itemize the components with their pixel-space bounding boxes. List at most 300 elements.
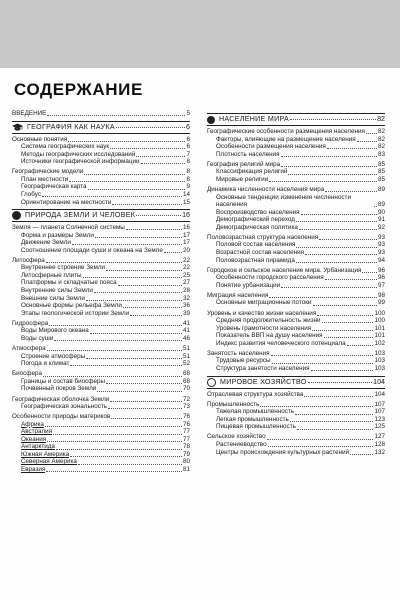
toc-entry bbox=[12, 458, 190, 466]
toc-page-number: 41 bbox=[182, 327, 190, 335]
dot-leader bbox=[374, 206, 377, 207]
toc-entry bbox=[207, 408, 385, 416]
toc-entry bbox=[207, 340, 385, 348]
dot-leader bbox=[97, 391, 182, 392]
top-band bbox=[0, 0, 400, 68]
toc-entry-title: Миграция населения bbox=[207, 291, 269, 299]
toc-section-heading bbox=[207, 113, 385, 126]
dot-leader bbox=[106, 383, 182, 384]
toc-entry-title: ГЕОГРАФИЯ КАК НАУКА bbox=[27, 122, 115, 131]
toc-entry bbox=[12, 143, 190, 151]
toc-entry bbox=[12, 302, 190, 310]
toc-entry bbox=[207, 310, 385, 318]
toc-entry-title: Уровень грамотности населения bbox=[216, 324, 312, 332]
toc-entry-title: Движение Земли bbox=[21, 239, 71, 247]
dot-leader bbox=[42, 196, 182, 197]
toc-entry-title: Возрастной состав населения bbox=[216, 248, 305, 256]
toc-entry-title: Классификация религий bbox=[216, 168, 288, 176]
toc-entry-title: Факторы, влияющие на размещение населения bbox=[216, 135, 356, 143]
dot-leader bbox=[269, 181, 377, 182]
toc-page-number: 103 bbox=[374, 357, 385, 365]
toc-entry bbox=[12, 335, 190, 343]
toc-page-number: 96 bbox=[377, 266, 385, 274]
dot-leader bbox=[46, 471, 182, 472]
toc-page-number: 14 bbox=[182, 190, 190, 198]
toc-page-number: 51 bbox=[182, 345, 190, 353]
toc-entry-title: Средняя продолжительность жизни bbox=[216, 317, 321, 325]
toc-page-number: 32 bbox=[182, 294, 190, 302]
toc-page-number: 22 bbox=[182, 256, 190, 264]
toc-entry-title: Атмосфера bbox=[12, 345, 46, 353]
toc-entry bbox=[207, 449, 385, 457]
toc-section-heading bbox=[12, 121, 190, 134]
toc-entry-title: Глобус bbox=[21, 190, 41, 198]
toc-page-number: 103 bbox=[374, 365, 385, 373]
dot-leader bbox=[366, 133, 377, 134]
dot-leader bbox=[325, 279, 377, 280]
toc-page-number: 93 bbox=[377, 233, 385, 241]
toc-entry-title: Легкая промышленность bbox=[216, 415, 289, 423]
toc-page-number: 7 bbox=[186, 150, 190, 158]
toc-entry bbox=[207, 433, 385, 441]
toc-page-number: 6 bbox=[186, 122, 190, 131]
toc-page-number: 107 bbox=[374, 400, 385, 408]
toc-entry bbox=[12, 466, 190, 474]
graduation-cap-icon bbox=[12, 123, 23, 132]
toc-entry-title: Географическая зональность bbox=[21, 403, 108, 411]
toc-entry-title: Демографический переход bbox=[216, 216, 295, 224]
toc-entry-title: Соотношение площади суши и океана на Земле bbox=[21, 246, 163, 254]
dot-leader bbox=[118, 285, 182, 286]
toc-entry bbox=[207, 350, 385, 358]
dot-leader bbox=[288, 174, 377, 175]
toc-entry-title: Литосфера bbox=[12, 256, 45, 264]
toc-entry bbox=[207, 282, 385, 290]
toc-page-number: 101 bbox=[374, 324, 385, 332]
dot-leader bbox=[319, 239, 377, 240]
toc-entry-title: Воды суши bbox=[21, 334, 54, 342]
toc-page-number: 92 bbox=[377, 223, 385, 231]
toc-page-number: 104 bbox=[373, 377, 385, 386]
toc-entry bbox=[207, 317, 385, 325]
toc-page-number: 125 bbox=[374, 423, 385, 431]
dot-leader bbox=[90, 333, 182, 334]
toc-entry bbox=[12, 168, 190, 176]
toc-entry bbox=[207, 143, 385, 151]
toc-entry bbox=[207, 299, 385, 307]
dot-leader bbox=[95, 237, 182, 238]
toc-entry-title: Основные миграционные потоки bbox=[216, 299, 312, 307]
toc-page-number: 76 bbox=[182, 420, 190, 428]
toc-entry bbox=[207, 441, 385, 449]
toc-entry-title: Индекс развития человеческого потенциала bbox=[216, 339, 346, 347]
toc-entry-title: Евразия bbox=[21, 466, 46, 474]
dot-leader bbox=[268, 446, 374, 447]
dot-leader bbox=[267, 439, 374, 440]
toc-page-number: 68 bbox=[182, 370, 190, 378]
toc-page-number: 103 bbox=[374, 349, 385, 357]
toc-entry-title: Тяжелая промышленность bbox=[216, 408, 295, 416]
toc-page-number: 36 bbox=[182, 302, 190, 310]
dot-leader bbox=[322, 322, 374, 323]
toc-entry-title: Основные формы рельефа Земли bbox=[21, 302, 122, 310]
toc-entry bbox=[207, 292, 385, 300]
toc-page-number: 97 bbox=[377, 281, 385, 289]
toc-entry bbox=[207, 249, 385, 257]
dot-leader bbox=[46, 262, 182, 263]
toc-entry-title: Австралия bbox=[21, 428, 53, 436]
toc-page-number: 52 bbox=[182, 360, 190, 368]
toc-entry bbox=[12, 247, 190, 255]
dot-leader bbox=[317, 315, 373, 316]
toc-entry-title: Границы и состав биосферы bbox=[21, 377, 105, 385]
toc-entry-title: Географические особенности размещения населения bbox=[207, 128, 365, 135]
toc-page-number: 107 bbox=[374, 408, 385, 416]
toc-page-number: 79 bbox=[182, 450, 190, 458]
toc-entry-title: Мировые религии bbox=[216, 175, 269, 183]
dot-leader bbox=[281, 287, 377, 288]
toc-entry-title: Почвенный покров Земли bbox=[21, 385, 97, 393]
toc-entry bbox=[12, 151, 190, 159]
dot-leader bbox=[281, 156, 377, 157]
toc-entry-title: Биосфера bbox=[12, 370, 42, 378]
toc-entry bbox=[12, 396, 190, 404]
toc-entry bbox=[12, 257, 190, 265]
toc-entry-title: Особенности природы материков bbox=[12, 413, 111, 421]
toc-entry bbox=[207, 267, 385, 275]
filled-circle-icon bbox=[207, 116, 215, 124]
toc-entry-title: Внутренние силы Земли bbox=[21, 287, 93, 295]
toc-entry bbox=[207, 168, 385, 176]
toc-entry-title: Половозрастная структура населения bbox=[207, 233, 319, 241]
toc-page-number: 100 bbox=[374, 317, 385, 325]
toc-section-heading bbox=[12, 209, 190, 222]
dot-leader bbox=[94, 292, 182, 293]
toc-page-number: 73 bbox=[182, 403, 190, 411]
dot-leader bbox=[47, 441, 182, 442]
toc-page-number: 5 bbox=[186, 110, 190, 117]
toc-page-number: 6 bbox=[186, 143, 190, 151]
toc-entry bbox=[207, 209, 385, 217]
toc-entry-title: Особенности размещения населения bbox=[216, 143, 326, 151]
dot-leader bbox=[110, 401, 182, 402]
dot-leader bbox=[86, 358, 182, 359]
dot-leader bbox=[260, 406, 373, 407]
toc-entry bbox=[12, 385, 190, 393]
toc-entry-title: Уровень и качество жизни населения bbox=[207, 309, 317, 317]
toc-page-number: 72 bbox=[182, 395, 190, 403]
toc-entry bbox=[207, 128, 385, 136]
toc-entry bbox=[207, 186, 385, 194]
toc-page-number: 70 bbox=[182, 385, 190, 393]
toc-entry-title: Северная Америка bbox=[21, 458, 77, 466]
toc-entry bbox=[12, 295, 190, 303]
toc-entry-title: ВВЕДЕНИЕ bbox=[12, 110, 47, 117]
dot-leader bbox=[295, 414, 373, 415]
toc-entry-title: Растениеводство bbox=[216, 441, 267, 449]
toc-entry bbox=[207, 401, 385, 409]
toc-page-number: 104 bbox=[374, 390, 385, 398]
toc-page-number: 90 bbox=[377, 208, 385, 216]
dot-leader bbox=[123, 307, 182, 308]
toc-entry bbox=[207, 274, 385, 282]
dot-leader bbox=[69, 181, 185, 182]
toc-entry-title: Пищевая промышленность bbox=[216, 423, 296, 431]
toc-entry-title: Земля — планета Солнечной системы bbox=[12, 224, 125, 232]
toc-page-number: 94 bbox=[377, 256, 385, 264]
toc-entry bbox=[12, 287, 190, 295]
toc-entry-title: Южная Америка bbox=[21, 450, 70, 458]
dot-leader bbox=[45, 426, 182, 427]
toc-page-number: 99 bbox=[377, 299, 385, 307]
toc-entry-title: Понятие урбанизации bbox=[216, 281, 281, 289]
toc-entry bbox=[12, 176, 190, 184]
toc-page-number: 98 bbox=[377, 291, 385, 299]
dot-leader bbox=[116, 127, 185, 128]
toc-page-number: 123 bbox=[374, 415, 385, 423]
dot-leader bbox=[327, 148, 377, 149]
toc-entry-title: Ориентирование на местности bbox=[21, 198, 112, 206]
toc-entry bbox=[12, 158, 190, 166]
toc-entry bbox=[12, 320, 190, 328]
toc-entry bbox=[12, 239, 190, 247]
dot-leader bbox=[126, 229, 182, 230]
toc-page-number: 132 bbox=[374, 448, 385, 456]
toc-page-number: 77 bbox=[182, 435, 190, 443]
toc-section-title bbox=[12, 210, 135, 221]
toc-entry bbox=[207, 416, 385, 424]
toc-page-number: 81 bbox=[182, 466, 190, 474]
dot-leader bbox=[269, 297, 377, 298]
toc-section-heading bbox=[207, 376, 385, 389]
toc-entry-title: Трудовые ресурсы bbox=[216, 357, 271, 365]
toc-entry bbox=[12, 136, 190, 144]
toc-entry-title: Особенности городского расселения bbox=[216, 274, 324, 282]
toc-page-number: 46 bbox=[182, 334, 190, 342]
dot-leader bbox=[299, 229, 377, 230]
toc-page-number: 128 bbox=[374, 441, 385, 449]
toc-entry bbox=[12, 110, 190, 118]
toc-page-number: 82 bbox=[377, 115, 385, 123]
dot-leader bbox=[88, 189, 186, 190]
dot-leader bbox=[78, 464, 182, 465]
toc-entry bbox=[12, 191, 190, 199]
dot-leader bbox=[70, 456, 182, 457]
toc-entry bbox=[12, 370, 190, 378]
toc-entry-title: Внешние силы Земли bbox=[21, 294, 85, 302]
dot-leader bbox=[281, 166, 377, 167]
toc-entry-title: Методы географических исследований bbox=[21, 150, 136, 158]
toc-entry-title: Центры происхождения культурных растений bbox=[216, 448, 350, 456]
toc-entry-title: Показатель ВВП на душу населения bbox=[216, 332, 323, 340]
toc-entry-title: Сельское хозяйство bbox=[207, 433, 266, 441]
dot-leader bbox=[297, 429, 374, 430]
toc-entry-title: Африка bbox=[21, 420, 44, 428]
toc-entry-title: Географическая оболочка Земли bbox=[12, 395, 110, 403]
page-title: СОДЕРЖАНИЕ bbox=[14, 80, 143, 99]
dot-leader bbox=[68, 141, 185, 142]
toc-entry-title: Воды Мирового океана bbox=[21, 327, 89, 335]
toc-page-number: 102 bbox=[374, 339, 385, 347]
toc-entry-title: МИРОВОЕ ХОЗЯЙСТВО bbox=[220, 377, 307, 386]
toc-entry bbox=[207, 224, 385, 232]
toc-entry-title: ПРИРОДА ЗЕМЛИ И ЧЕЛОВЕК bbox=[25, 211, 136, 220]
dot-leader bbox=[83, 277, 182, 278]
dot-leader bbox=[111, 418, 182, 419]
toc-page-number: 8 bbox=[186, 175, 190, 183]
toc-entry-title: Источники географической информации bbox=[21, 158, 140, 166]
toc-page-number: 68 bbox=[182, 377, 190, 385]
toc-page-number: 85 bbox=[377, 175, 385, 183]
toc-entry bbox=[12, 403, 190, 411]
dot-leader bbox=[136, 156, 185, 157]
toc-page-number: 76 bbox=[182, 413, 190, 421]
toc-entry bbox=[207, 216, 385, 224]
toc-entry-title: Гидросфера bbox=[12, 319, 49, 327]
toc-entry-title: Динамика численности населения мира bbox=[207, 186, 325, 194]
dot-leader bbox=[350, 454, 373, 455]
toc-right-column bbox=[207, 110, 385, 456]
dot-leader bbox=[357, 141, 377, 142]
toc-page-number: 93 bbox=[377, 241, 385, 249]
dot-leader bbox=[108, 408, 182, 409]
toc-page-number: 27 bbox=[182, 279, 190, 287]
toc-page-number: 51 bbox=[182, 352, 190, 360]
toc-page-number: 89 bbox=[377, 186, 385, 194]
toc-entry bbox=[207, 332, 385, 340]
toc-entry bbox=[207, 423, 385, 431]
toc-page-number: 17 bbox=[182, 239, 190, 247]
toc-entry-title: НАСЕЛЕНИЕ МИРА bbox=[219, 115, 290, 123]
dot-leader bbox=[112, 204, 182, 205]
dot-leader bbox=[308, 382, 373, 383]
globe-icon bbox=[12, 211, 21, 220]
toc-entry-title: Географическая карта bbox=[21, 183, 87, 191]
toc-entry bbox=[12, 345, 190, 353]
toc-entry bbox=[207, 325, 385, 333]
toc-entry-title: Отраслевая структура хозяйства bbox=[207, 390, 304, 398]
toc-page-number: 101 bbox=[374, 332, 385, 340]
toc-entry bbox=[12, 428, 190, 436]
toc-page-number: 16 bbox=[182, 224, 190, 232]
toc-section-title bbox=[207, 114, 289, 125]
toc-entry-title: Половой состав населения bbox=[216, 241, 296, 249]
toc-entry bbox=[207, 257, 385, 265]
dot-leader bbox=[313, 305, 377, 306]
toc-page-number: 91 bbox=[377, 216, 385, 224]
dot-leader bbox=[290, 421, 374, 422]
toc-page-number: 17 bbox=[182, 231, 190, 239]
dot-leader bbox=[271, 355, 374, 356]
toc-entry bbox=[207, 391, 385, 399]
toc-page-number: 96 bbox=[377, 274, 385, 282]
dot-leader bbox=[110, 148, 185, 149]
dot-leader bbox=[53, 434, 182, 435]
toc-entry-title: Литосферные плиты bbox=[21, 271, 82, 279]
toc-entry bbox=[12, 279, 190, 287]
toc-entry-title: Платформы и складчатые пояса bbox=[21, 279, 117, 287]
dot-leader bbox=[47, 350, 182, 351]
dot-leader bbox=[49, 325, 182, 326]
toc-page-number: 82 bbox=[377, 135, 385, 143]
toc-entry bbox=[12, 310, 190, 318]
toc-entry-title: Городское и сельское население мира. Урбанизация bbox=[207, 266, 362, 274]
toc-entry bbox=[12, 451, 190, 459]
dot-leader bbox=[325, 191, 377, 192]
dot-leader bbox=[324, 337, 374, 338]
toc-entry-title: Основные понятия bbox=[12, 135, 68, 143]
dot-leader bbox=[290, 119, 376, 120]
toc-entry-title: Занятость населения bbox=[207, 349, 270, 357]
toc-entry bbox=[207, 357, 385, 365]
toc-page-number: 20 bbox=[182, 246, 190, 254]
toc-page-number: 41 bbox=[182, 319, 190, 327]
toc-entry bbox=[207, 194, 385, 209]
toc-page-number: 28 bbox=[182, 287, 190, 295]
dot-leader bbox=[304, 396, 373, 397]
dot-leader bbox=[43, 376, 182, 377]
dot-leader bbox=[141, 163, 186, 164]
toc-left-column bbox=[12, 110, 190, 474]
toc-page-number: 80 bbox=[182, 458, 190, 466]
toc-page-number: 85 bbox=[377, 160, 385, 168]
dot-leader bbox=[296, 262, 377, 263]
dot-leader bbox=[130, 315, 182, 316]
toc-entry bbox=[207, 241, 385, 249]
dot-leader bbox=[72, 244, 182, 245]
toc-page-number: 15 bbox=[182, 198, 190, 206]
toc-entry bbox=[12, 327, 190, 335]
toc-page-number: 8 bbox=[186, 168, 190, 176]
toc-entry-title: Воспроизводство населения bbox=[216, 208, 300, 216]
dot-leader bbox=[305, 254, 377, 255]
toc-entry bbox=[207, 234, 385, 242]
toc-entry-title: Погода и климат bbox=[21, 360, 70, 368]
toc-page-number: 93 bbox=[377, 248, 385, 256]
toc-entry bbox=[12, 413, 190, 421]
dot-leader bbox=[47, 115, 185, 116]
dot-leader bbox=[296, 247, 377, 248]
toc-entry bbox=[12, 378, 190, 386]
toc-entry-title: Этапы геологической истории Земли bbox=[21, 309, 130, 317]
toc-entry-title: Плотность населения bbox=[216, 150, 280, 158]
toc-page-number: 89 bbox=[377, 201, 385, 209]
toc-entry bbox=[12, 421, 190, 429]
toc-entry-title: Океания bbox=[21, 435, 47, 443]
toc-entry bbox=[12, 443, 190, 451]
toc-entry-title: Форма и размеры Земли bbox=[21, 231, 94, 239]
toc-page-number: 25 bbox=[182, 271, 190, 279]
toc-entry-title: Основные тенденции изменения численности населения bbox=[216, 193, 351, 209]
toc-entry bbox=[12, 232, 190, 240]
dot-leader bbox=[312, 330, 373, 331]
toc-entry bbox=[12, 199, 190, 207]
toc-page-number: 82 bbox=[377, 128, 385, 135]
dot-leader bbox=[136, 215, 181, 216]
toc-entry bbox=[207, 176, 385, 184]
toc-entry-title: Половозрастная пирамида bbox=[216, 256, 295, 264]
dot-leader bbox=[301, 214, 377, 215]
toc-entry-title: Демографическая политика bbox=[216, 223, 298, 231]
dot-leader bbox=[54, 340, 182, 341]
toc-page-number: 100 bbox=[374, 309, 385, 317]
dot-leader bbox=[56, 449, 182, 450]
toc-entry-title: Антарктида bbox=[21, 443, 55, 451]
toc-page-number: 9 bbox=[186, 183, 190, 191]
dot-leader bbox=[86, 300, 182, 301]
toc-page-number: 16 bbox=[182, 211, 190, 220]
toc-entry bbox=[12, 183, 190, 191]
